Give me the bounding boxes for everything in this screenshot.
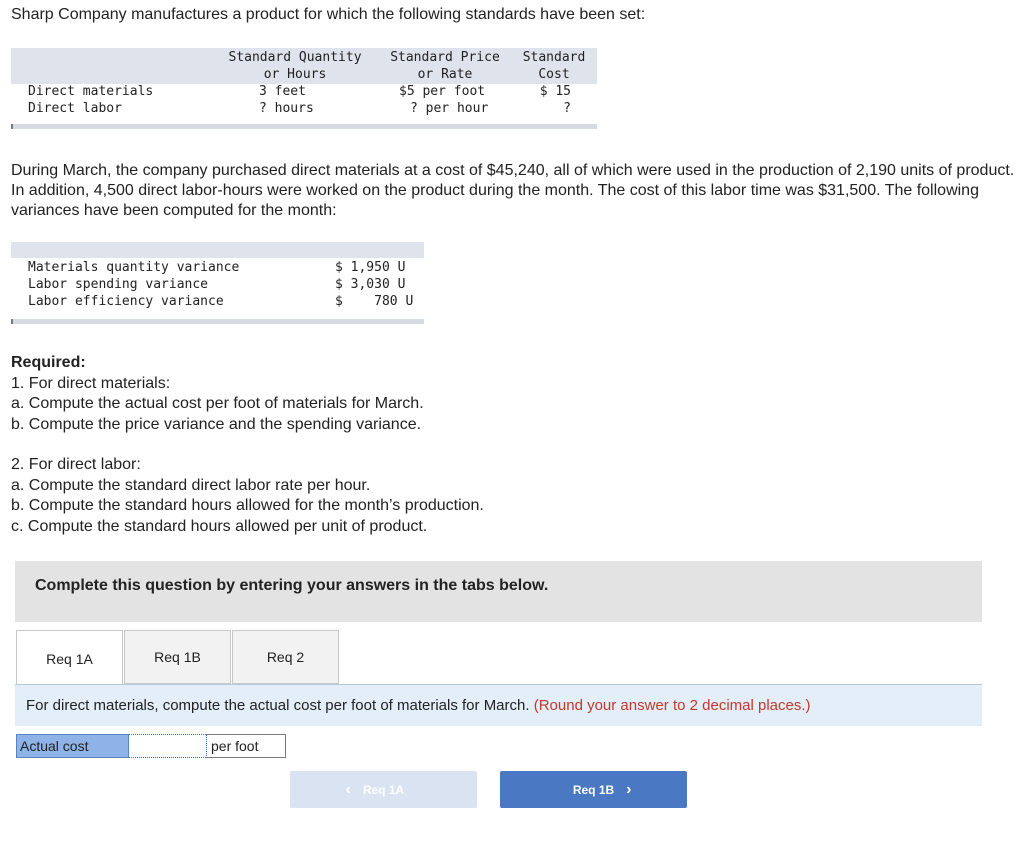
header-quantity-line2: or Hours (263, 67, 327, 82)
header-quantity-line1: Standard Quantity (228, 50, 362, 65)
tab-req-2[interactable]: Req 2 (232, 630, 339, 684)
required-part1: 1. For direct materials: (11, 374, 171, 392)
required-title: Required: (11, 354, 86, 371)
row-label-direct-materials: Direct materials (28, 84, 154, 99)
chevron-left-icon: ‹ (345, 780, 351, 798)
instruction-line (26, 697, 811, 714)
instructions-banner (15, 561, 982, 622)
variance-value-labor-efficiency: $ 780 U (335, 294, 414, 309)
next-button[interactable] (500, 771, 687, 808)
required-part2c: c. Compute the standard hours allowed per unit of product. (11, 517, 428, 535)
row-labor-price: ? per hour (410, 101, 489, 116)
next-button-label: Req 1B (572, 782, 615, 797)
row-labor-quantity: ? hours (259, 101, 314, 116)
required-part2a: a. Compute the standard direct labor rate per hour. (11, 476, 371, 494)
header-cost-line1: Standard (522, 50, 586, 65)
variance-label-materials-quantity: Materials quantity variance (28, 260, 240, 275)
variance-label-labor-efficiency: Labor efficiency variance (28, 294, 224, 309)
instruction-hint: (Round your answer to 2 decimal places.) (533, 697, 811, 714)
actual-cost-input[interactable] (129, 734, 206, 758)
variance-table-header-bg (11, 242, 424, 258)
row-label-direct-labor: Direct labor (28, 101, 122, 116)
header-cost-line2: Cost (538, 67, 570, 82)
banner-text: Complete this question by entering your answers in the tabs below. (35, 577, 549, 594)
row-materials-quantity: 3 feet (259, 84, 306, 99)
row-materials-price: $5 per foot (399, 84, 486, 99)
answer-unit: per foot (206, 734, 286, 758)
variance-value-materials-quantity: $ 1,950 U (335, 260, 406, 275)
row-labor-cost: ? (563, 101, 571, 116)
required-part1a: a. Compute the actual cost per foot of materials for March. (11, 395, 424, 412)
header-price-line1: Standard Price (390, 50, 500, 65)
required-section-2 (11, 455, 484, 537)
answer-label: Actual cost (16, 734, 129, 758)
variance-value-labor-spending: $ 3,030 U (335, 277, 406, 292)
prev-button-label: Req 1A (362, 782, 405, 797)
tab-req-1b[interactable]: Req 1B (124, 630, 231, 684)
tab-req-1a[interactable]: Req 1A (16, 630, 123, 686)
header-price-line2: or Rate (417, 67, 473, 82)
intro-text: Sharp Company manufactures a product for which the following standards have been set: (11, 6, 646, 23)
variance-label-labor-spending: Labor spending variance (28, 277, 209, 292)
variance-table (11, 242, 424, 326)
row-materials-cost: $ 15 (539, 84, 571, 99)
required-part1b: b. Compute the price variance and the spending variance. (11, 415, 422, 433)
standards-table-footer (11, 124, 597, 129)
instruction-text: For direct materials, compute the actual cost per foot of materials for March. (26, 697, 530, 714)
prev-button[interactable] (290, 771, 477, 808)
standards-table (11, 48, 597, 129)
scenario-paragraph: During March, the company purchased direct materials at a cost of $45,240, all of which were used in the production of 2,190 units of product. In addition, 4,500 direct labor-hours were worked on the product during the month. The cost of this labor time was $31,500. The following variances have been computed for the month: (11, 162, 1015, 219)
question-instruction (15, 684, 982, 726)
chevron-right-icon: › (626, 780, 632, 798)
variance-table-footer (11, 319, 424, 324)
required-part2b: b. Compute the standard hours allowed for the month’s production. (11, 497, 484, 514)
required-part2: 2. For direct labor: (11, 456, 141, 473)
required-section (11, 353, 424, 435)
